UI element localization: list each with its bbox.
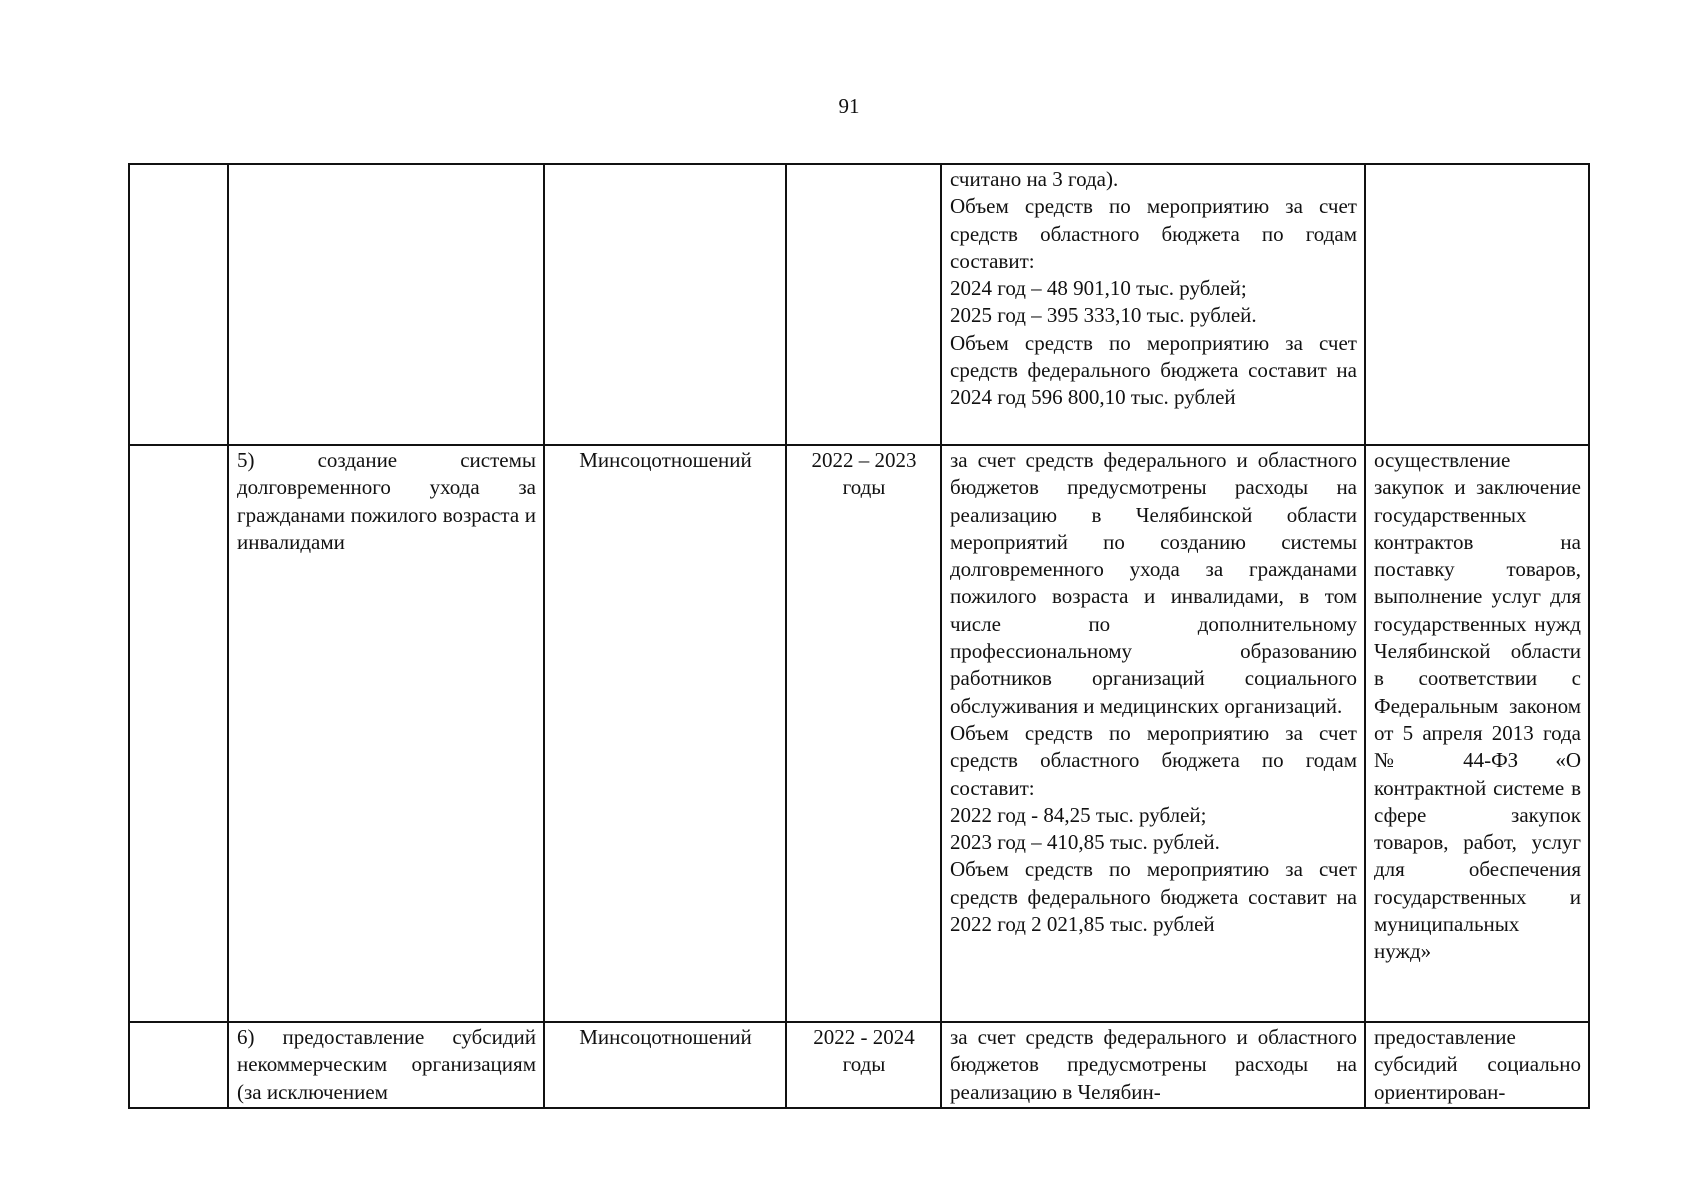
description-paragraph: считано на 3 года). [950,167,1119,191]
result-cell: осуществление закупок и заключение государственных контрактов на поставку товаров, выполнение услуг для государственных нужд Челябинской области в соответствии с Федеральным законом от 5 апреля 2013 года № 44-ФЗ «О контрактной системе в сфере закупок товаров, работ, услуг для обеспечения государственных и муниципальных нужд» [1365,445,1589,1022]
event-text: 6) предоставление субсидий некоммерческим организациям (за исключением [237,1025,536,1104]
years-cell: 2022 - 2024 годы [786,1022,941,1108]
description-paragraph: 2025 год – 395 333,10 тыс. рублей. [950,303,1257,328]
description-cell [941,164,1365,445]
event-cell [228,164,544,445]
years-cell: 2022 – 2023 годы [786,445,941,1022]
description-cell [941,445,1365,1022]
table-row [129,1022,1589,1108]
description-paragraph: Объем средств по мероприятию за счет средств федерального бюджета составит на 2022 год 2 021,85 тыс. рублей [950,857,1357,937]
description-paragraph: за счет средств федерального и областного бюджетов предусмотрены расходы на реализацию в Челябинской области мероприятий по созданию системы долговременного ухода за гражданами пожилого возраста и инвалидами, в том числе по дополнительному профессиональному образованию работников организаций социального обслуживания и медицинских организаций. [950,448,1357,718]
executor-cell: Минсоцотношений [544,1022,786,1108]
row-number-cell [129,445,228,1022]
result-cell [1365,164,1589,445]
row-number-cell [129,1022,228,1108]
result-cell [1365,1022,1589,1108]
event-cell [228,1022,544,1108]
description-paragraph: Объем средств по мероприятию за счет средств областного бюджета по годам составит: [950,194,1357,273]
page-number: 91 [838,94,860,118]
result-text: предоставление субсидий социально ориентирован- [1374,1025,1581,1104]
row-number-cell [129,164,228,445]
description-paragraph: 2022 год - 84,25 тыс. рублей; [950,802,1207,827]
table-row [129,164,1589,445]
event-cell: 5) создание системы долговременного ухода за гражданами пожилого возраста и инвалидами [228,445,544,1022]
executor-cell [544,164,786,445]
description-paragraph: Объем средств по мероприятию за счет средств областного бюджета по годам составит: [950,720,1357,800]
description-paragraph: 2023 год – 410,85 тыс. рублей. [950,830,1220,855]
measures-table [128,163,1590,1109]
description-paragraph: за счет средств федерального и областного бюджетов предусмотрены расходы на реализацию в Челябин- [950,1025,1357,1104]
description-paragraph: 2024 год – 48 901,10 тыс. рублей; [950,276,1247,301]
table-row [129,445,1589,1022]
years-cell [786,164,941,445]
description-paragraph: Объем средств по мероприятию за счет средств федерального бюджета составит на 2024 год 596 800,10 тыс. рублей [950,330,1357,410]
description-cell [941,1022,1365,1108]
executor-cell: Минсоцотношений [544,445,786,1022]
